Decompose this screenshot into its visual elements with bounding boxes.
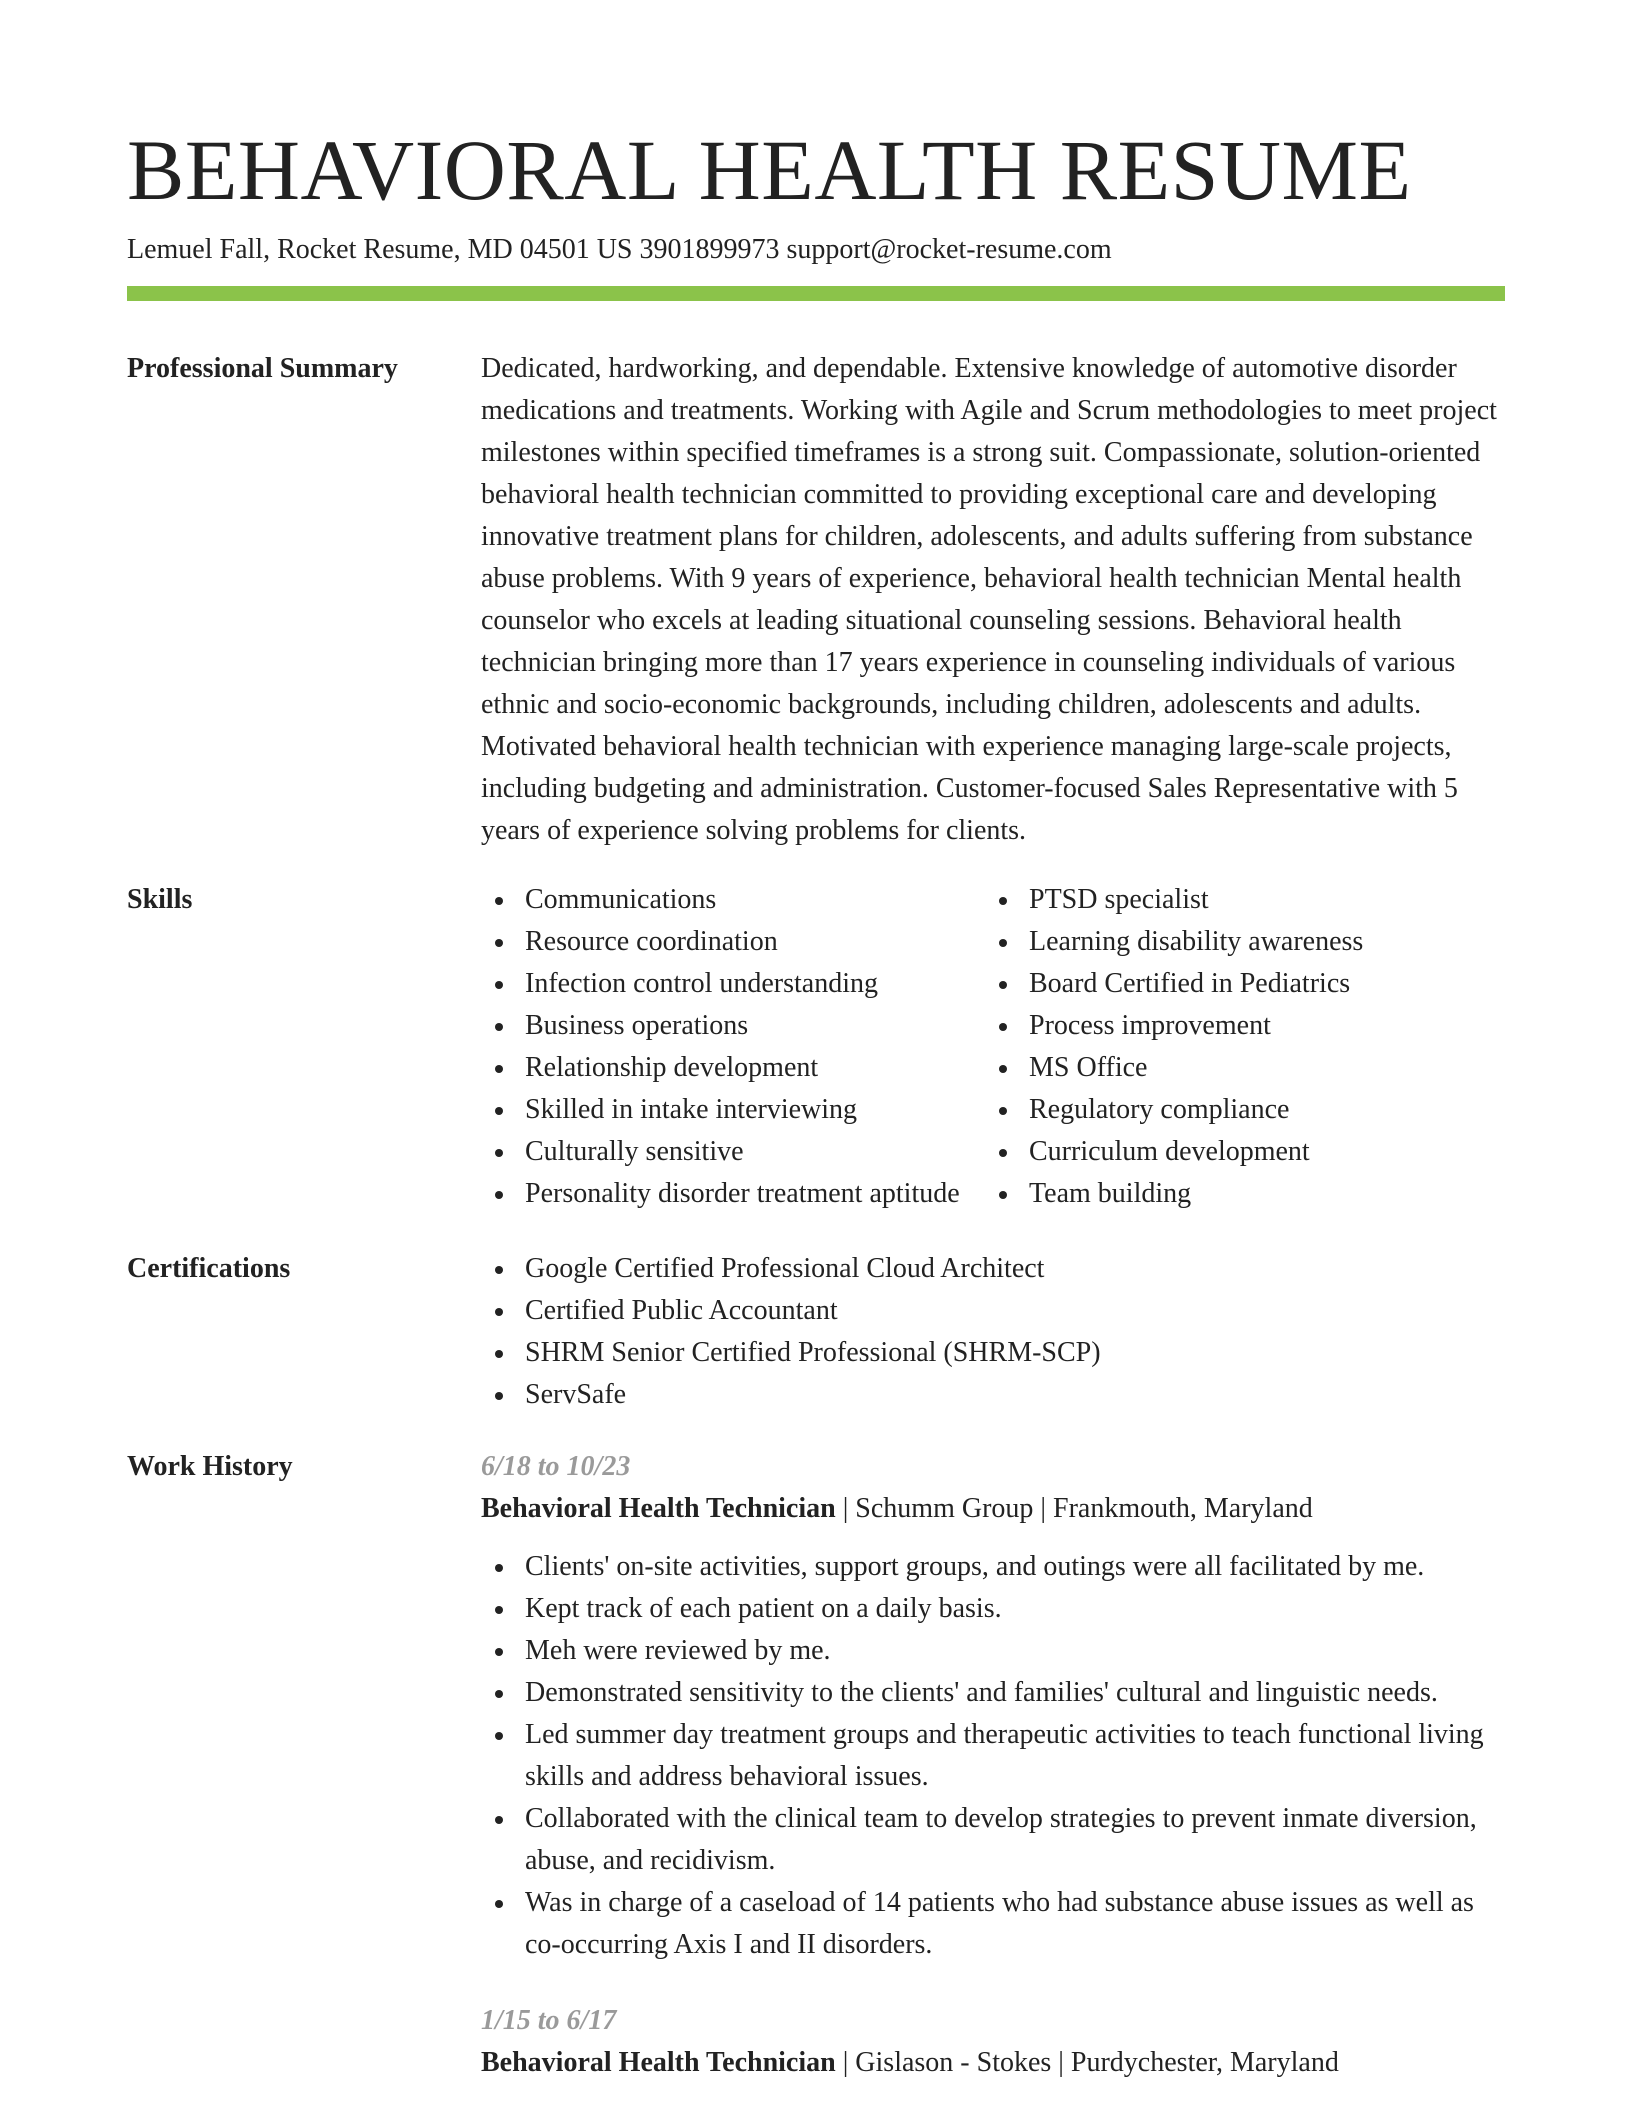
skill-item: Business operations <box>481 1005 985 1047</box>
certification-item: SHRM Senior Certified Professional (SHRM-SCP) <box>481 1332 1505 1374</box>
job-entry <box>481 1446 1505 1966</box>
skills-label: Skills <box>127 884 193 915</box>
skill-item: Communications <box>481 879 985 921</box>
certification-item: Certified Public Accountant <box>481 1290 1505 1332</box>
skill-item: Process improvement <box>985 1005 1505 1047</box>
job-bullets <box>481 1546 1505 1966</box>
job-bullet: Meh were reviewed by me. <box>481 1630 1505 1672</box>
job-title: Behavioral Health Technician <box>481 2047 836 2078</box>
work-history-label: Work History <box>127 1451 293 1482</box>
job-bullet: Was in charge of a caseload of 14 patients who had substance abuse issues as well as co-occurring Axis I and II disorders. <box>481 1882 1505 1966</box>
job-title: Behavioral Health Technician <box>481 1493 836 1524</box>
resume-title: BEHAVIORAL HEALTH RESUME <box>127 122 1412 218</box>
skills-list-left <box>481 879 985 1215</box>
skill-item: Culturally sensitive <box>481 1131 985 1173</box>
job-bullet: Clients' on-site activities, support groups, and outings were all facilitated by me. <box>481 1546 1505 1588</box>
accent-divider <box>127 286 1505 301</box>
job-heading <box>481 2042 1505 2084</box>
skill-item: Curriculum development <box>985 1131 1505 1173</box>
job-entry <box>481 2000 1505 2084</box>
skill-item: Relationship development <box>481 1047 985 1089</box>
job-bullet: Kept track of each patient on a daily basis. <box>481 1588 1505 1630</box>
certification-item: ServSafe <box>481 1374 1505 1416</box>
job-details: | Gislason - Stokes | Purdychester, Maryland <box>835 2047 1339 2078</box>
skills-body <box>481 879 1505 1215</box>
certifications-list <box>481 1248 1505 1416</box>
job-heading <box>481 1488 1505 1530</box>
summary-label: Professional Summary <box>127 353 398 384</box>
work-history-body <box>481 1446 1505 2084</box>
certifications-label: Certifications <box>127 1253 291 1284</box>
job-bullet: Collaborated with the clinical team to develop strategies to prevent inmate diversion, abuse, and recidivism. <box>481 1798 1505 1882</box>
skill-item: Learning disability awareness <box>985 921 1505 963</box>
job-dates: 6/18 to 10/23 <box>481 1451 631 1482</box>
skills-list-right <box>985 879 1505 1215</box>
job-bullet: Led summer day treatment groups and therapeutic activities to teach functional living skills and address behavioral issues. <box>481 1714 1505 1798</box>
certification-item: Google Certified Professional Cloud Architect <box>481 1248 1505 1290</box>
job-dates: 1/15 to 6/17 <box>481 2005 617 2036</box>
skill-item: Skilled in intake interviewing <box>481 1089 985 1131</box>
skill-item: Team building <box>985 1173 1505 1215</box>
skill-item: Personality disorder treatment aptitude <box>481 1173 985 1215</box>
certifications-body <box>481 1248 1505 1416</box>
job-bullet: Demonstrated sensitivity to the clients' and families' cultural and linguistic needs. <box>481 1672 1505 1714</box>
skill-item: Board Certified in Pediatrics <box>985 963 1505 1005</box>
skill-item: Infection control understanding <box>481 963 985 1005</box>
skill-item: MS Office <box>985 1047 1505 1089</box>
summary-text: Dedicated, hardworking, and dependable. Extensive knowledge of automotive disorder medications and treatments. Working with Agile and Scrum methodologies to meet project milestones within specified timeframes is a strong suit. Compassionate, solution-oriented behavioral health technician committed to providing exceptional care and developing innovative treatment plans for children, adolescents, and adults suffering from substance abuse problems. With 9 years of experience, behavioral health technician Mental health counselor who excels at leading situational counseling sessions. Behavioral health technician bringing more than 17 years experience in counseling individuals of various ethnic and socio-economic backgrounds, including children, adolescents and adults. Motivated behavioral health technician with experience managing large-scale projects, including budgeting and administration. Customer-focused Sales Representative with 5 years of experience solving problems for clients. <box>481 353 1497 846</box>
summary-body <box>481 348 1505 852</box>
job-details: | Schumm Group | Frankmouth, Maryland <box>835 1493 1313 1524</box>
skill-item: Regulatory compliance <box>985 1089 1505 1131</box>
skill-item: Resource coordination <box>481 921 985 963</box>
contact-line: Lemuel Fall, Rocket Resume, MD 04501 US 3901899973 support@rocket-resume.com <box>127 234 1112 265</box>
skill-item: PTSD specialist <box>985 879 1505 921</box>
